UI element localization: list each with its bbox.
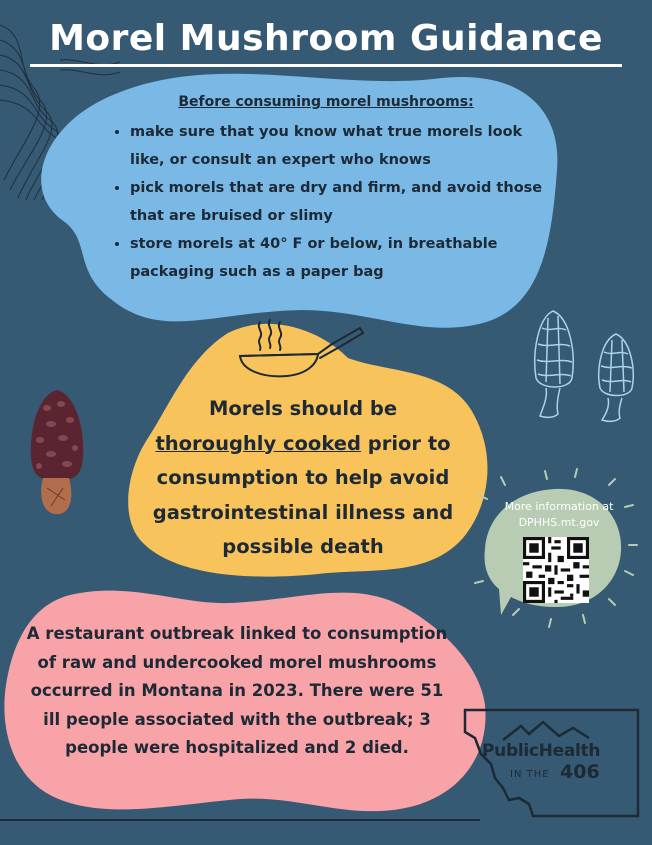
montana-map-icon	[463, 708, 641, 820]
list-item: • pick morels that are dry and firm, and avoid those that are bruised or slimy	[130, 174, 550, 230]
pan-icon	[232, 318, 367, 383]
logo-406: 406	[560, 761, 600, 783]
cook-line1: Morels should be	[208, 397, 398, 420]
cook-message	[130, 392, 476, 565]
logo-publichealth: PublicHealth	[482, 741, 601, 761]
info-text	[494, 499, 624, 531]
page-title: Morel Mushroom Guidance	[49, 18, 603, 59]
info-line1: More information at	[504, 500, 614, 513]
before-heading: Before consuming morel mushrooms:	[178, 94, 474, 110]
qr-code-icon[interactable]	[523, 537, 589, 603]
cook-rest2: consumption to help avoid gastrointestinal illness and possible death	[152, 466, 454, 558]
morel-right-icon	[528, 308, 643, 428]
cook-underlined: thoroughly cooked	[155, 431, 361, 455]
cook-rest1: prior to	[360, 431, 451, 455]
logo-in-the: IN THE	[510, 769, 550, 780]
outbreak-text: A restaurant outbreak linked to consumption of raw and undercooked morel mushrooms occurred in Montana in 2023. There were 51 ill people associated with the outbreak; 3 people were hospitalized and 2 died.	[26, 624, 448, 757]
title-underline	[30, 64, 622, 67]
list-item: • store morels at 40° F or below, in breathable packaging such as a paper bag	[130, 230, 550, 286]
footer-divider	[0, 819, 480, 821]
list-item: • make sure that you know what true morels look like, or consult an expert who knows	[130, 118, 550, 174]
before-list	[110, 118, 550, 286]
morel-left-icon	[25, 388, 90, 518]
info-url[interactable]: DPHHS.mt.gov	[518, 516, 600, 529]
